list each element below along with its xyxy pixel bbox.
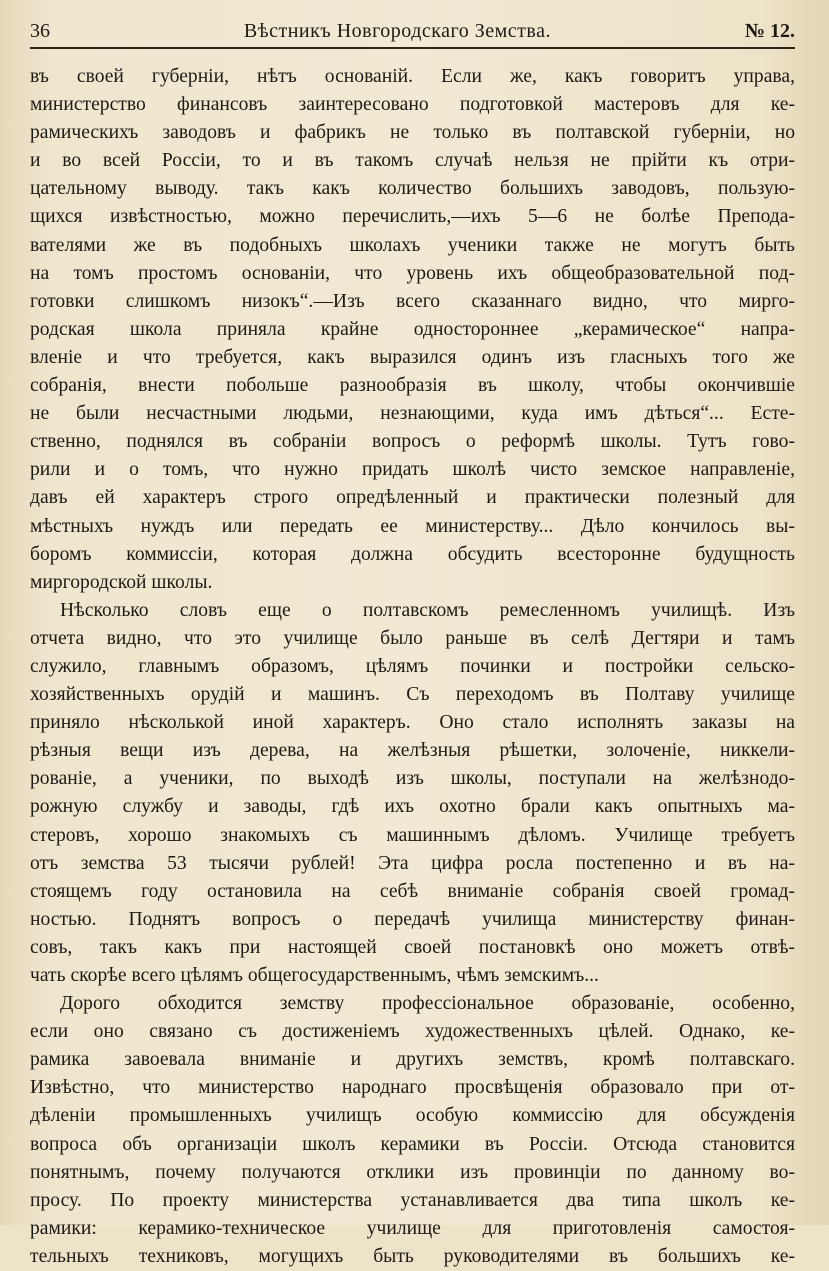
text-line: ностью. Поднятъ вопросъ о передачѣ училища министерству финан- [30,908,795,930]
text-line: дѣленіи промышленныхъ училищъ особую коммиссію для обсужденія [30,1105,795,1127]
text-line: Дорого обходится земству профессіональное образованіе, особенно, [60,993,795,1015]
page-number: 36 [30,20,50,42]
text-line: приняло нѣсколькой иной характеръ. Оно стало исполнять заказы на [30,712,795,734]
text-line: ственно, поднялся въ собраніи вопросъ о реформѣ школы. Тутъ гово- [30,431,795,453]
text-line: служило, главнымъ образомъ, цѣлямъ починки и постройки сельско- [30,655,795,677]
text-line: стоящемъ году остановила на себѣ вниманіе собранія своей громад- [30,880,795,902]
text-line: мѣстныхъ нуждъ или передать ее министерству... Дѣло кончилось вы- [30,515,795,537]
text-line: отъ земства 53 тысячи рублей! Эта цифра росла постепенно и въ на- [30,852,795,874]
text-line: давъ ей характеръ строго опредѣленный и практически полезный для [30,487,795,509]
text-line: цательному выводу. такъ какъ количество большихъ заводовъ, пользую- [30,178,795,200]
body-text [30,63,795,1271]
text-line: стеровъ, хорошо знакомыхъ съ машиннымъ дѣломъ. Училище требуетъ [30,824,795,846]
text-line: вленіе и что требуется, какъ выразился одинъ изъ гласныхъ того же [30,346,795,368]
text-line: просу. По проекту министерства устанавливается два типа школъ ке- [30,1189,795,1211]
text-line: если оно связано съ достиженіемъ художественныхъ цѣлей. Однако, ке- [30,1021,795,1043]
text-line: министерство финансовъ заинтересовано подготовкой мастеровъ для ке- [30,94,795,116]
text-line: рамики: керамико-техническое училище для приготовленія самостоя- [30,1217,795,1239]
text-line: рамическихъ заводовъ и фабрикъ не только въ полтавской губерніи, но [30,122,795,144]
journal-title: Вѣстникъ Новгородскаго Земства. [243,20,551,42]
text-line: миргородской школы. [30,571,213,593]
text-line: въ своей губерніи, нѣтъ основаній. Если же, какъ говоритъ управа, [30,66,795,87]
text-line: хозяйственныхъ орудій и машинъ. Съ переходомъ въ Полтаву училище [30,684,795,706]
text-line: чать скорѣе всего цѣлямъ общегосударственнымъ, чѣмъ земскимъ... [30,965,599,986]
text-line: боромъ коммиссіи, которая должна обсудить всесторонне будущность [30,543,795,565]
text-line: рѣзныя вещи изъ дерева, на желѣзныя рѣшетки, золоченіе, никкели- [30,740,795,762]
text-line: отчета видно, что это училище было раньше въ селѣ Дегтяри и тамъ [30,627,795,649]
text-line: вателями же въ подобныхъ школахъ ученики также не могутъ быть [30,234,795,256]
text-line: родская школа приняла крайне одностороннее „керамическое“ напра- [30,318,795,340]
issue-number: № 12. [744,20,795,42]
text-line: на томъ простомъ основаніи, что уровень ихъ общеобразовательной под- [30,262,795,284]
text-line: вопроса объ организаціи школъ керамики въ Россіи. Отсюда становится [30,1133,795,1155]
text-line: и во всей Россіи, то и въ такомъ случаѣ нельзя не прійти къ отри- [30,150,795,172]
text-line: Нѣсколько словъ еще о полтавскомъ ремесленномъ училищѣ. Изъ [60,599,795,621]
running-head [30,20,795,49]
text-line: совъ, такъ какъ при настоящей своей постановкѣ оно можетъ отвѣ- [30,936,795,958]
text-line: собранія, внести побольше разнообразія въ школу, чтобы окончившіе [30,375,795,397]
text-line: тельныхъ техниковъ, могущихъ быть руководителями въ большихъ ке- [30,1245,795,1267]
text-line: не были несчастными людьми, незнающими, куда имъ дѣться“... Есте- [30,403,795,425]
text-line: рамика завоевала вниманіе и другихъ земствъ, кромѣ полтавскаго. [30,1049,795,1071]
text-line: рованіе, а ученики, по выходѣ изъ школы, поступали на желѣзнодо- [30,768,795,790]
text-line: готовки слишкомъ низокъ“.—Изъ всего сказаннаго видно, что мирго- [30,290,795,312]
text-line: рожную службу и заводы, гдѣ ихъ охотно брали какъ опытныхъ ма- [30,796,795,818]
text-line: понятнымъ, почему получаются отклики изъ провинціи по данному во- [30,1161,795,1183]
text-line: рили и о томъ, что нужно придать школѣ чисто земское направленіе, [30,459,795,481]
text-line: Извѣстно, что министерство народнаго просвѣщенія образовало при от- [30,1077,795,1099]
text-line: щихся извѣстностью, можно перечислить,—ихъ 5—6 не болѣе Препода- [30,206,795,228]
